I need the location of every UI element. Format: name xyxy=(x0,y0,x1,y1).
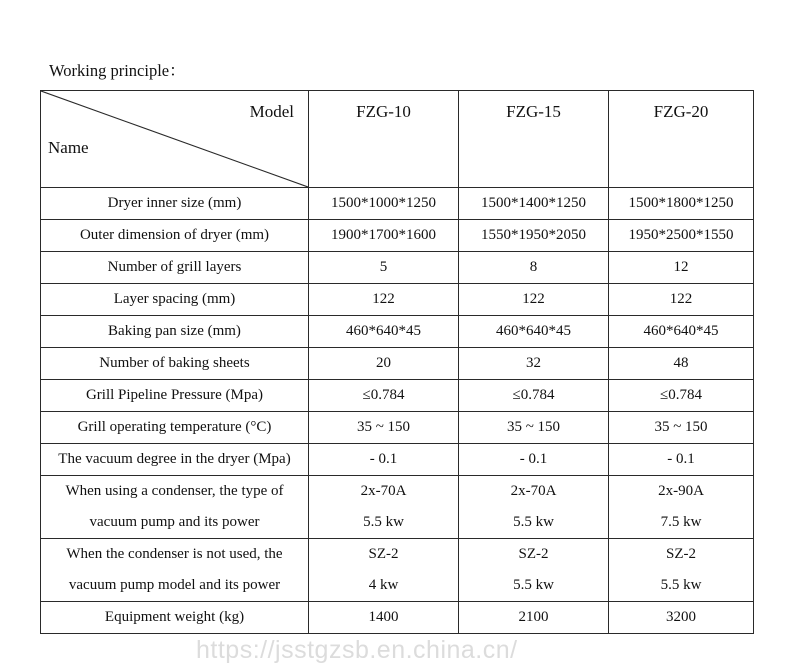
parameter-name-cell xyxy=(41,188,309,220)
parameter-name: Grill operating temperature (°C) xyxy=(77,419,272,435)
value-cell-fzg-20 xyxy=(609,220,754,252)
value-cell-fzg-15 xyxy=(459,539,609,602)
value-cell-fzg-10 xyxy=(309,348,459,380)
cell-value: ≤0.784 xyxy=(362,387,405,403)
value-cell-fzg-10 xyxy=(309,539,459,602)
parameter-name: vacuum pump model and its power xyxy=(68,577,281,593)
value-cell-fzg-20 xyxy=(609,252,754,284)
parameter-name: When using a condenser, the type of xyxy=(65,483,284,499)
parameter-name-cell xyxy=(41,476,309,539)
table-row xyxy=(41,380,754,412)
value-cell-fzg-20 xyxy=(609,188,754,220)
table-row xyxy=(41,188,754,220)
corner-model-label: Model xyxy=(249,102,294,121)
value-cell-fzg-15 xyxy=(459,220,609,252)
parameter-name-cell xyxy=(41,602,309,634)
value-cell-fzg-20 xyxy=(609,539,754,602)
cell-value: 5.5 kw xyxy=(363,514,404,530)
value-cell-fzg-20 xyxy=(609,316,754,348)
cell-value: 5.5 kw xyxy=(513,514,554,530)
cell-value: 460*640*45 xyxy=(643,323,719,339)
value-cell-fzg-20 xyxy=(609,412,754,444)
cell-value: ≤0.784 xyxy=(660,387,702,403)
value-cell-fzg-10 xyxy=(309,316,459,348)
cell-value: 1500*1400*1250 xyxy=(481,195,586,211)
cell-value: ≤0.784 xyxy=(512,387,555,403)
value-cell-fzg-15 xyxy=(459,316,609,348)
cell-value: 122 xyxy=(522,291,545,307)
value-cell-fzg-10 xyxy=(309,220,459,252)
value-cell-fzg-15 xyxy=(459,284,609,316)
cell-value: - 0.1 xyxy=(369,451,398,467)
spec-table xyxy=(40,90,754,634)
value-cell-fzg-15 xyxy=(459,188,609,220)
value-cell-fzg-20 xyxy=(609,380,754,412)
cell-value: 12 xyxy=(673,259,689,275)
parameter-name-cell xyxy=(41,444,309,476)
table-row xyxy=(41,348,754,380)
parameter-name-cell xyxy=(41,380,309,412)
value-cell-fzg-10 xyxy=(309,476,459,539)
cell-value: SZ-2 xyxy=(368,546,399,562)
parameter-name-cell xyxy=(41,252,309,284)
value-cell-fzg-10 xyxy=(309,444,459,476)
cell-value: 35 ~ 150 xyxy=(506,419,561,435)
value-cell-fzg-20 xyxy=(609,284,754,316)
parameter-name: Equipment weight (kg) xyxy=(104,609,245,625)
parameter-name-cell xyxy=(41,316,309,348)
parameter-name-cell xyxy=(41,412,309,444)
cell-value: 5.5 kw xyxy=(660,577,702,593)
table-row xyxy=(41,539,754,602)
value-cell-fzg-15 xyxy=(459,476,609,539)
corner-header-cell xyxy=(41,91,309,188)
parameter-name-cell xyxy=(41,348,309,380)
table-row xyxy=(41,602,754,634)
cell-value: 460*640*45 xyxy=(496,323,571,339)
parameter-name: Dryer inner size (mm) xyxy=(107,195,242,211)
parameter-name: Number of grill layers xyxy=(107,259,242,275)
value-cell-fzg-10 xyxy=(309,284,459,316)
cell-value: SZ-2 xyxy=(518,546,549,562)
cell-value: 1400 xyxy=(368,609,399,625)
cell-value: 2100 xyxy=(518,609,549,625)
value-cell-fzg-15 xyxy=(459,348,609,380)
value-cell-fzg-10 xyxy=(309,252,459,284)
model-header-fzg-15: FZG-15 xyxy=(459,91,609,188)
parameter-name: vacuum pump and its power xyxy=(89,514,260,530)
parameter-name-cell xyxy=(41,539,309,602)
table-row xyxy=(41,444,754,476)
table-row xyxy=(41,476,754,539)
cell-value: 5.5 kw xyxy=(513,577,554,593)
table-row xyxy=(41,220,754,252)
cell-value: - 0.1 xyxy=(667,451,695,467)
cell-value: 460*640*45 xyxy=(346,323,421,339)
cell-value: 35 ~ 150 xyxy=(654,419,708,435)
value-cell-fzg-10 xyxy=(309,380,459,412)
cell-value: 1500*1800*1250 xyxy=(628,195,734,211)
value-cell-fzg-10 xyxy=(309,412,459,444)
value-cell-fzg-20 xyxy=(609,602,754,634)
cell-value: 32 xyxy=(526,355,541,371)
cell-value: 2x-90A xyxy=(658,483,704,499)
parameter-name: Grill Pipeline Pressure (Mpa) xyxy=(85,387,264,403)
cell-value: 1550*1950*2050 xyxy=(481,227,586,243)
table-row xyxy=(41,284,754,316)
table-row xyxy=(41,252,754,284)
value-cell-fzg-15 xyxy=(459,412,609,444)
table-header-row xyxy=(41,91,754,188)
cell-value: 2x-70A xyxy=(360,483,407,499)
table-row xyxy=(41,412,754,444)
cell-value: - 0.1 xyxy=(519,451,548,467)
cell-value: 35 ~ 150 xyxy=(356,419,411,435)
cell-value: 8 xyxy=(529,259,538,275)
model-header-fzg-20: FZG-20 xyxy=(609,91,754,188)
corner-name-label: Name xyxy=(48,138,89,157)
value-cell-fzg-15 xyxy=(459,602,609,634)
watermark-url: https://jsstgzsb.en.china.cn/ xyxy=(196,636,518,664)
parameter-name: Outer dimension of dryer (mm) xyxy=(79,227,270,243)
section-heading: Working principle： xyxy=(49,61,186,80)
cell-value: 2x-70A xyxy=(510,483,557,499)
value-cell-fzg-20 xyxy=(609,444,754,476)
cell-value: 122 xyxy=(669,291,693,307)
parameter-name: The vacuum degree in the dryer (Mpa) xyxy=(58,451,291,467)
cell-value: 3200 xyxy=(666,609,696,625)
value-cell-fzg-10 xyxy=(309,602,459,634)
cell-value: SZ-2 xyxy=(666,546,696,562)
table-row xyxy=(41,316,754,348)
value-cell-fzg-20 xyxy=(609,348,754,380)
value-cell-fzg-20 xyxy=(609,476,754,539)
cell-value: 122 xyxy=(372,291,395,307)
value-cell-fzg-15 xyxy=(459,444,609,476)
parameter-name: When the condenser is not used, the xyxy=(66,546,283,562)
value-cell-fzg-10 xyxy=(309,188,459,220)
cell-value: 1950*2500*1550 xyxy=(628,227,734,243)
cell-value: 5 xyxy=(379,259,388,275)
value-cell-fzg-15 xyxy=(459,380,609,412)
value-cell-fzg-15 xyxy=(459,252,609,284)
model-header-fzg-10: FZG-10 xyxy=(309,91,459,188)
parameter-name-cell xyxy=(41,220,309,252)
parameter-name: Baking pan size (mm) xyxy=(108,323,241,339)
cell-value: 7.5 kw xyxy=(660,514,702,530)
parameter-name-cell xyxy=(41,284,309,316)
cell-value: 48 xyxy=(673,355,689,371)
parameter-name: Layer spacing (mm) xyxy=(113,291,236,307)
cell-value: 4 kw xyxy=(368,577,399,593)
cell-value: 20 xyxy=(376,355,391,371)
parameter-name: Number of baking sheets xyxy=(99,355,250,371)
cell-value: 1500*1000*1250 xyxy=(331,195,436,211)
cell-value: 1900*1700*1600 xyxy=(331,227,436,243)
